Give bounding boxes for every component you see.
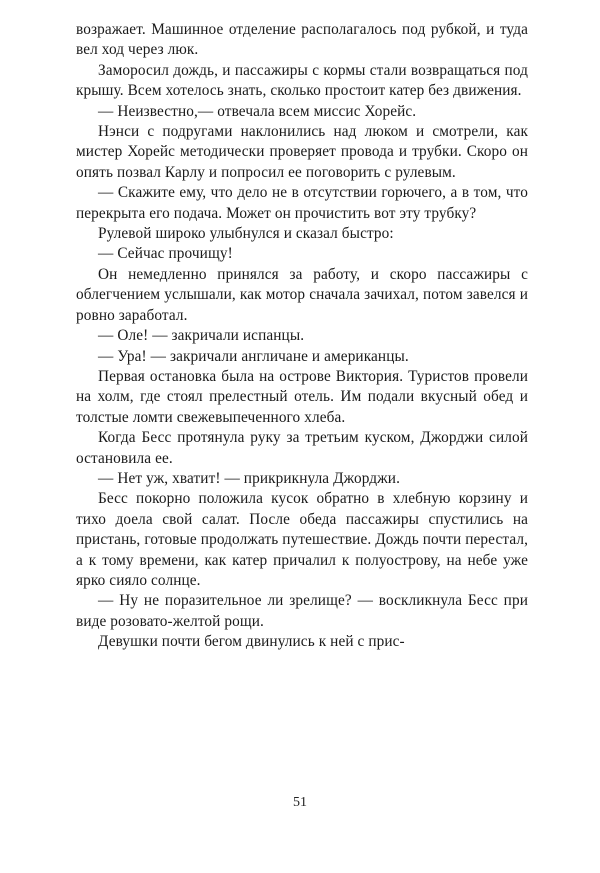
paragraph-6: Рулевой широко улыбнулся и сказал быстро: xyxy=(98,225,394,243)
paragraph-10: — Ура! — закричали англичане и американцы. xyxy=(98,347,409,365)
paragraph-15: — Ну не поразительное ли зрелище? — воскликнула Бесс при виде розовато-желтой рощи. xyxy=(76,592,528,630)
paragraph-2: Заморосил дождь, и пассажиры с кормы стали возвращаться под крышу. Всем хотелось знать, сколько простоит катер без движения. xyxy=(76,61,528,100)
page-body xyxy=(76,20,528,653)
paragraph-12: Когда Бесс протянула руку за третьим куском, Джорджи силой остановила ее. xyxy=(76,429,528,467)
paragraph-14: Бесс покорно положила кусок обратно в хлебную корзину и тихо доела свой салат. После обеда пассажиры спустились на пристань, готовые продолжать путешествие. Дождь почти перестал, а к тому времени, как катер причалил к полуострову, на небе уже ярко сияло солнце. xyxy=(76,490,528,589)
paragraph-5: — Скажите ему, что дело не в отсутствии горючего, а в том, что перекрыта его подача. Может он прочистить вот эту трубку? xyxy=(76,184,528,222)
paragraph-7: — Сейчас прочищу! xyxy=(98,245,233,263)
paragraph-1: возражает. Машинное отделение располагалось под рубкой, и туда вел ход через люк. xyxy=(76,21,528,59)
paragraph-3: — Неизвестно,— отвечала всем миссис Хорейс. xyxy=(98,102,417,120)
page-number: 51 xyxy=(293,795,307,810)
paragraph-16: Девушки почти бегом двинулись к ней с прис- xyxy=(98,633,405,651)
paragraph-8: Он немедленно принялся за работу, и скоро пассажиры с облегчением услышали, как мотор сначала зачихал, потом завелся и ровно заработал. xyxy=(76,265,528,324)
paragraph-13: — Нет уж, хватит! — прикрикнула Джорджи. xyxy=(98,469,400,487)
paragraph-11: Первая остановка была на острове Виктория. Туристов провели на холм, где стоял прелестный отель. Им подали вкусный обед и толстые ломти свежевыпеченного хлеба. xyxy=(76,367,528,426)
paragraph-9: — Оле! — закричали испанцы. xyxy=(98,327,305,345)
paragraph-4: Нэнси с подругами наклонились над люком и смотрели, как мистер Хорейс методически проверяет провода и трубки. Скоро он опять позвал Карлу и попросил ее поговорить с рулевым. xyxy=(76,123,528,181)
